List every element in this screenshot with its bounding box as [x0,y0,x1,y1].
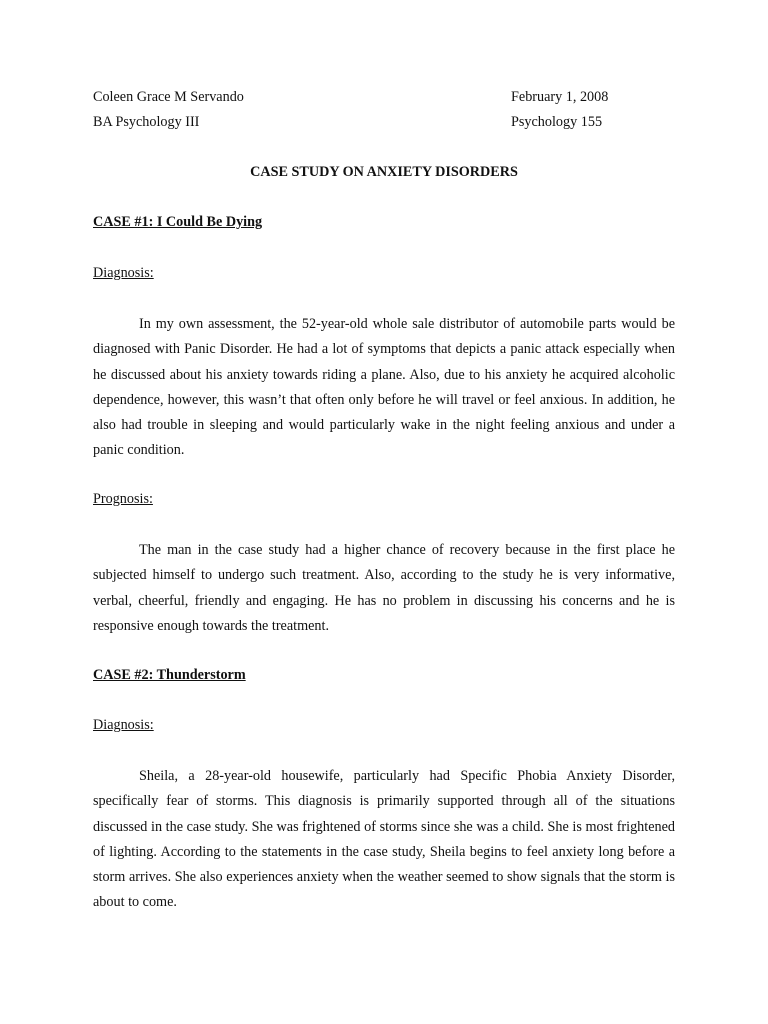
case1-prognosis-paragraph: The man in the case study had a higher chance of recovery because in the first place he subjected himself to undergo such treatment. Also, according to the study he is very informative, verbal, cheerful, friendly and engaging. He has no problem in discussing his concerns and he is responsive enough towards the treatment. [93,542,675,634]
case2-heading: CASE #2: Thunderstorm [93,667,246,683]
case2-diagnosis-label: Diagnosis: [93,717,154,733]
case2-diagnosis-paragraph: Sheila, a 28-year-old housewife, particularly had Specific Phobia Anxiety Disorder, specifically fear of storms. This diagnosis is primarily supported through all of the situations discussed in the case study. She was frightened of storms since she was a child. She is most frightened of lighting. According to the statements in the case study, Sheila begins to feel anxiety long before a storm arrives. She also experiences anxiety when the weather seemed to show signals that the storm is about to come. [93,768,675,911]
case1-heading: CASE #1: I Could Be Dying [93,214,263,230]
case1-prognosis-label: Prognosis: [93,491,153,507]
document-date: February 1, 2008 [511,89,609,105]
document-title: CASE STUDY ON ANXIETY DISORDERS [250,164,518,180]
program-name: BA Psychology III [93,114,200,130]
case1-diagnosis-label: Diagnosis: [93,265,154,281]
course-name: Psychology 155 [511,114,603,130]
author-name: Coleen Grace M Servando [93,89,244,105]
case1-diagnosis-paragraph: In my own assessment, the 52-year-old whole sale distributor of automobile parts would be diagnosed with Panic Disorder. He had a lot of symptoms that depicts a panic attack especially when he discussed about his anxiety towards riding a plane. Also, due to his anxiety he acquired alcoholic dependence, however, this wasn’t that often only before he will travel or feel anxious. In addition, he also had trouble in sleeping and would particularly wake in the night feeling anxious and under a panic condition. [93,316,675,459]
